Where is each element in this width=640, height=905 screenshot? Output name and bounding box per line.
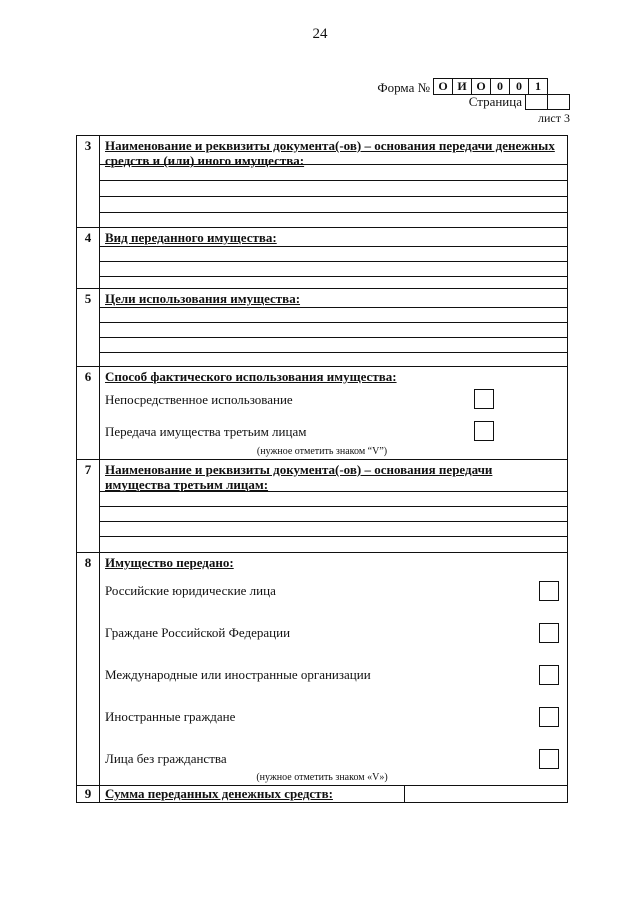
option-label: Граждане Российской Федерации <box>105 625 291 640</box>
section-number: 9 <box>84 786 92 801</box>
sheet-label: лист 3 <box>538 111 570 125</box>
entry-line[interactable] <box>99 521 567 522</box>
entry-line[interactable] <box>99 276 567 277</box>
form-code-cell: 0 <box>491 79 510 94</box>
form-code-cell: О <box>472 79 491 94</box>
entry-line[interactable] <box>99 196 567 197</box>
section-number: 4 <box>84 230 92 245</box>
form-table <box>76 135 568 803</box>
section-title: Наименование и реквизиты документа(-ов) – основания передачи денежных средств и (или) иного имущества: <box>105 138 555 168</box>
section-title: Наименование и реквизиты документа(-ов) – основания передачи имущества третьим лицам: <box>105 462 493 492</box>
form-code-cell: О <box>434 79 453 94</box>
section-number: 5 <box>84 291 92 306</box>
form-code-cell: 1 <box>535 79 541 93</box>
form-number-cells <box>433 78 548 95</box>
entry-line[interactable] <box>99 536 567 537</box>
option-label: Передача имущества третьим лицам <box>105 424 307 439</box>
section-title: Сумма переданных денежных средств: <box>105 786 333 801</box>
section-number: 7 <box>84 462 92 477</box>
page-field-cell[interactable] <box>526 95 548 109</box>
option-label: Иностранные граждане <box>105 709 236 724</box>
option-checkbox[interactable] <box>539 749 559 769</box>
entry-line[interactable] <box>99 322 567 323</box>
option-label: Международные или иностранные организации <box>105 667 371 682</box>
form-number-label: Форма № <box>377 80 430 95</box>
option-checkbox[interactable] <box>474 421 494 441</box>
option-label: Непосредственное использование <box>105 392 293 407</box>
section-number: 3 <box>84 138 92 153</box>
section-4 <box>77 227 567 289</box>
section-title: Цели использования имущества: <box>105 291 301 306</box>
section-title: Способ фактического использования имущества: <box>105 369 397 384</box>
section-number: 6 <box>84 369 92 384</box>
section-title: Вид переданного имущества: <box>105 230 277 245</box>
page-field-label: Страница <box>468 94 522 109</box>
entry-line[interactable] <box>99 261 567 262</box>
option-checkbox[interactable] <box>539 581 559 601</box>
section-8 <box>77 552 567 786</box>
entry-line[interactable] <box>99 164 567 165</box>
entry-line[interactable] <box>99 506 567 507</box>
section-7 <box>77 459 567 553</box>
section-title: Имущество передано: <box>105 555 234 570</box>
option-label: Российские юридические лица <box>105 583 276 598</box>
section-3 <box>77 136 567 227</box>
checkbox-hint: (нужное отметить знаком «V») <box>256 772 388 783</box>
entry-line[interactable] <box>99 491 567 492</box>
option-label: Лица без гражданства <box>105 751 227 766</box>
entry-line[interactable] <box>99 246 567 247</box>
checkbox-hint: (нужное отметить знаком “V”) <box>256 446 388 457</box>
form-code-cell: 0 <box>510 79 529 94</box>
entry-line[interactable] <box>99 307 567 308</box>
option-checkbox[interactable] <box>539 665 559 685</box>
page-number: 24 <box>312 26 328 42</box>
option-checkbox[interactable] <box>474 389 494 409</box>
section-9 <box>77 785 567 803</box>
entry-line[interactable] <box>99 337 567 338</box>
entry-line[interactable] <box>99 212 567 213</box>
section-5 <box>77 288 567 367</box>
page-field-cells[interactable] <box>525 94 570 110</box>
option-checkbox[interactable] <box>539 707 559 727</box>
amount-field[interactable] <box>404 786 565 803</box>
entry-line[interactable] <box>99 180 567 181</box>
section-6 <box>77 366 567 460</box>
section-number: 8 <box>84 555 92 570</box>
form-code-cell: И <box>453 79 472 94</box>
option-checkbox[interactable] <box>539 623 559 643</box>
page-field-cell[interactable] <box>548 95 569 109</box>
entry-line[interactable] <box>99 352 567 353</box>
